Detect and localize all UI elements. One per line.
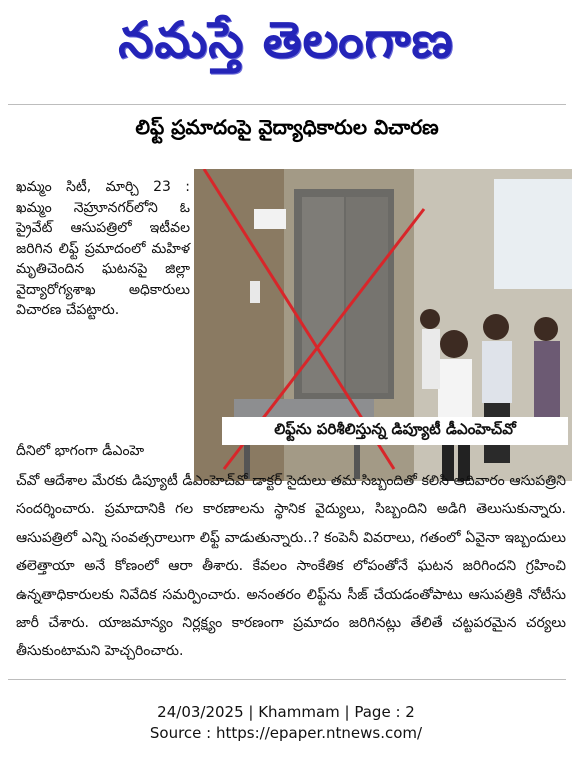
source-link[interactable]: Source : https://epaper.ntnews.com/ [149, 724, 423, 742]
article-body [16, 467, 566, 666]
news-clipping [8, 104, 566, 680]
newspaper-masthead [0, 0, 572, 92]
article-lead-column: ఖమ్మం సిటీ, మార్చి 23 : ఖమ్మం నెహ్రూనగర్‌లోని ఓ ప్రైవేట్ ఆసుపత్రిలో ఇటీవల జరిగిన లిఫ్ట్ ప్రమాదంలో మహిళ మృతిచెందిన ఘటనపై జిల్లా వైద్యారోగ్యశాఖ అధికారులు విచారణ చేపట్టారు. [16, 179, 190, 318]
edition-info: 24/03/2025 | Khammam | Page : 2 [157, 703, 415, 721]
clipping-footer [0, 702, 572, 744]
photo-caption: లిఫ్ట్‌ను పరిశీలిస్తున్న డిప్యూటీ డీఎంహెచ్‌వో [222, 417, 568, 445]
masthead-title: నమస్తే తెలంగాణ [118, 10, 454, 69]
article-headline: లిఫ్ట్ ప్రమాదంపై వైద్యాధికారుల విచారణ [135, 115, 439, 139]
article-body-paragraph: చ్‌వో ఆదేశాల మేరకు డిప్యూటీ డీఎంహెచ్‌వో డాక్టర్ సైదులు తమ సిబ్బందితో కలిసి ఆదివారం ఆసుపత్రిని సందర్శించారు. ప్రమాదానికి గల కారణాలను స్థానిక వైద్యులు, సిబ్బందిని అడిగి తెలుసుకున్నారు. ఆసుపత్రిలో ఎన్ని సంవత్సరాలుగా లిఫ్ట్ వాడుతున్నారు..? కంపెనీ వివరాలు, గతంలో ఏవైనా ఇబ్బందులు తలెత్తాయా అనే కోణంలో ఆరా తీశారు. కేవలం సాంకేతిక లోపంతోనే ఘటన జరిగిందని గ్రహించి ఉన్నతాధికారులకు నివేదిక సమర్పించారు. అనంతరం లిఫ్ట్‌ను సీజ్ చేయడంతోపాటు ఆసుపత్రికి నోటీసు జారీ చేశారు. యాజమాన్యం నిర్లక్ష్యం కారణంగా ప్రమాదం జరిగినట్లు తేలితే చట్టపరమైన చర్యలు తీసుకుంటామని హెచ్చరించారు. [16, 473, 566, 660]
article-lead-continuation: దీనిలో భాగంగా డీఎంహె [16, 443, 145, 459]
